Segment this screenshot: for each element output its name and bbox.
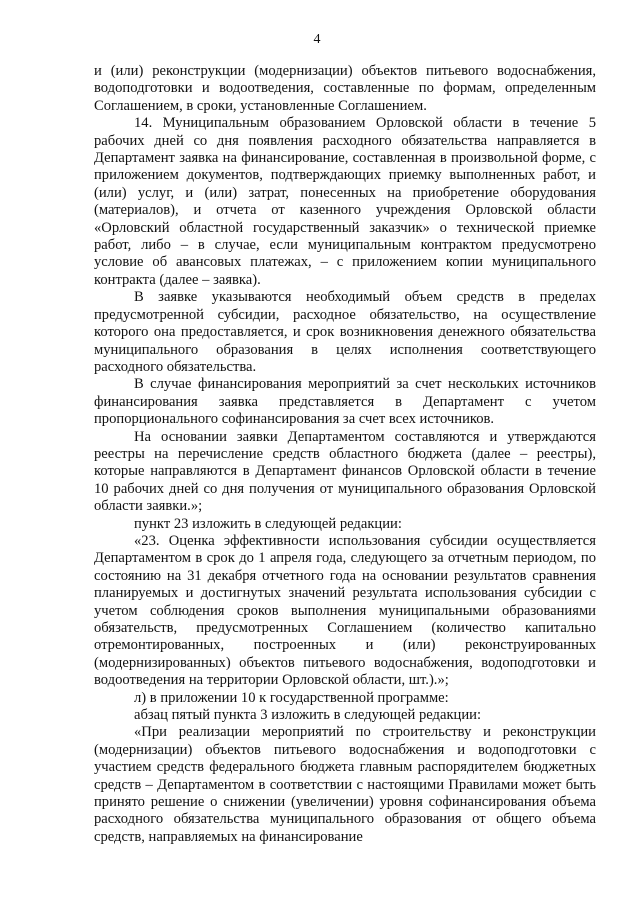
paragraph-item-3-instruction: абзац пятый пункта 3 изложить в следующей редакции: <box>134 707 482 724</box>
paragraph-appendix-10: л) в приложении 10 к государственной программе: <box>134 689 449 706</box>
page-number: 4 <box>313 32 321 47</box>
paragraph-registers: На основании заявки Департаментом составляются и утверждаются реестры на перечисление средств областного бюджета (далее – реестры), которые направляются в Департамент финансов Орловской области в течение 10 рабочих дней со дня получения от муниципального образования Орловской области заявки.»; <box>94 428 596 515</box>
paragraph-item-23-instruction: пункт 23 изложить в следующей редакции: <box>134 515 402 532</box>
document-body <box>94 63 596 846</box>
paragraph-item-23: «23. Оценка эффективности использования субсидии осуществляется Департаментом в срок до 1 апреля года, следующего за отчетным периодом, по состоянию на 31 декабря отчетного года на основании результатов сравнения планируемых и достигнутых значений результата использования субсидии с учетом соблюдения сроков выполнения муниципальными образованиями обязательств, предусмотренных Соглашением (количество капитально отремонтированных, построенных и (или) реконструированных (модернизированных) объектов питьевого водоснабжения, водоподготовки и водоотведения на территории Орловской области, шт.).»; <box>94 532 596 689</box>
paragraph-continuation: и (или) реконструкции (модернизации) объектов питьевого водоснабжения, водоподготовки и водоотведения, составленные по формам, определенным Соглашением, в сроки, установленные Соглашением. <box>94 63 596 114</box>
paragraph-application-contents: В заявке указываются необходимый объем средств в пределах предусмотренной субсидии, расходное обязательство, на осуществление которого она предоставляется, и срок возникновения денежного обязательства муниципального образования в целях исполнения соответствующего расходного обязательства. <box>94 289 596 375</box>
paragraph-cofinancing: «При реализации мероприятий по строительству и реконструкции (модернизации) объектов питьевого водоснабжения и водоподготовки с участием средств федерального бюджета главным распорядителем бюджетных средств – Департаментом в соответствии с настоящими Правилами может быть принято решение о снижении (увеличении) уровня софинансирования объема расходного обязательства муниципального образования от общего объема средств, направляемых на финансирование <box>94 724 596 845</box>
paragraph-multiple-sources: В случае финансирования мероприятий за счет нескольких источников финансирования заявка представляется в Департамент с учетом пропорционального софинансирования за счет всех источников. <box>94 376 596 428</box>
paragraph-item-14: 14. Муниципальным образованием Орловской области в течение 5 рабочих дней со дня появления расходного обязательства направляется в Департамент заявка на финансирование, составленная в произвольной форме, с приложением документов, подтверждающих приемку выполненных работ, и (или) услуг, и (или) затрат, понесенных на приобретение оборудования (материалов), и отчета от казенного учреждения Орловской области «Орловский областной государственный заказчик» о технической приемке работ, либо – в случае, если муниципальным контрактом предусмотрено условие об авансовых платежах, – с приложением копии муниципального контракта (далее – заявка). <box>94 115 596 288</box>
